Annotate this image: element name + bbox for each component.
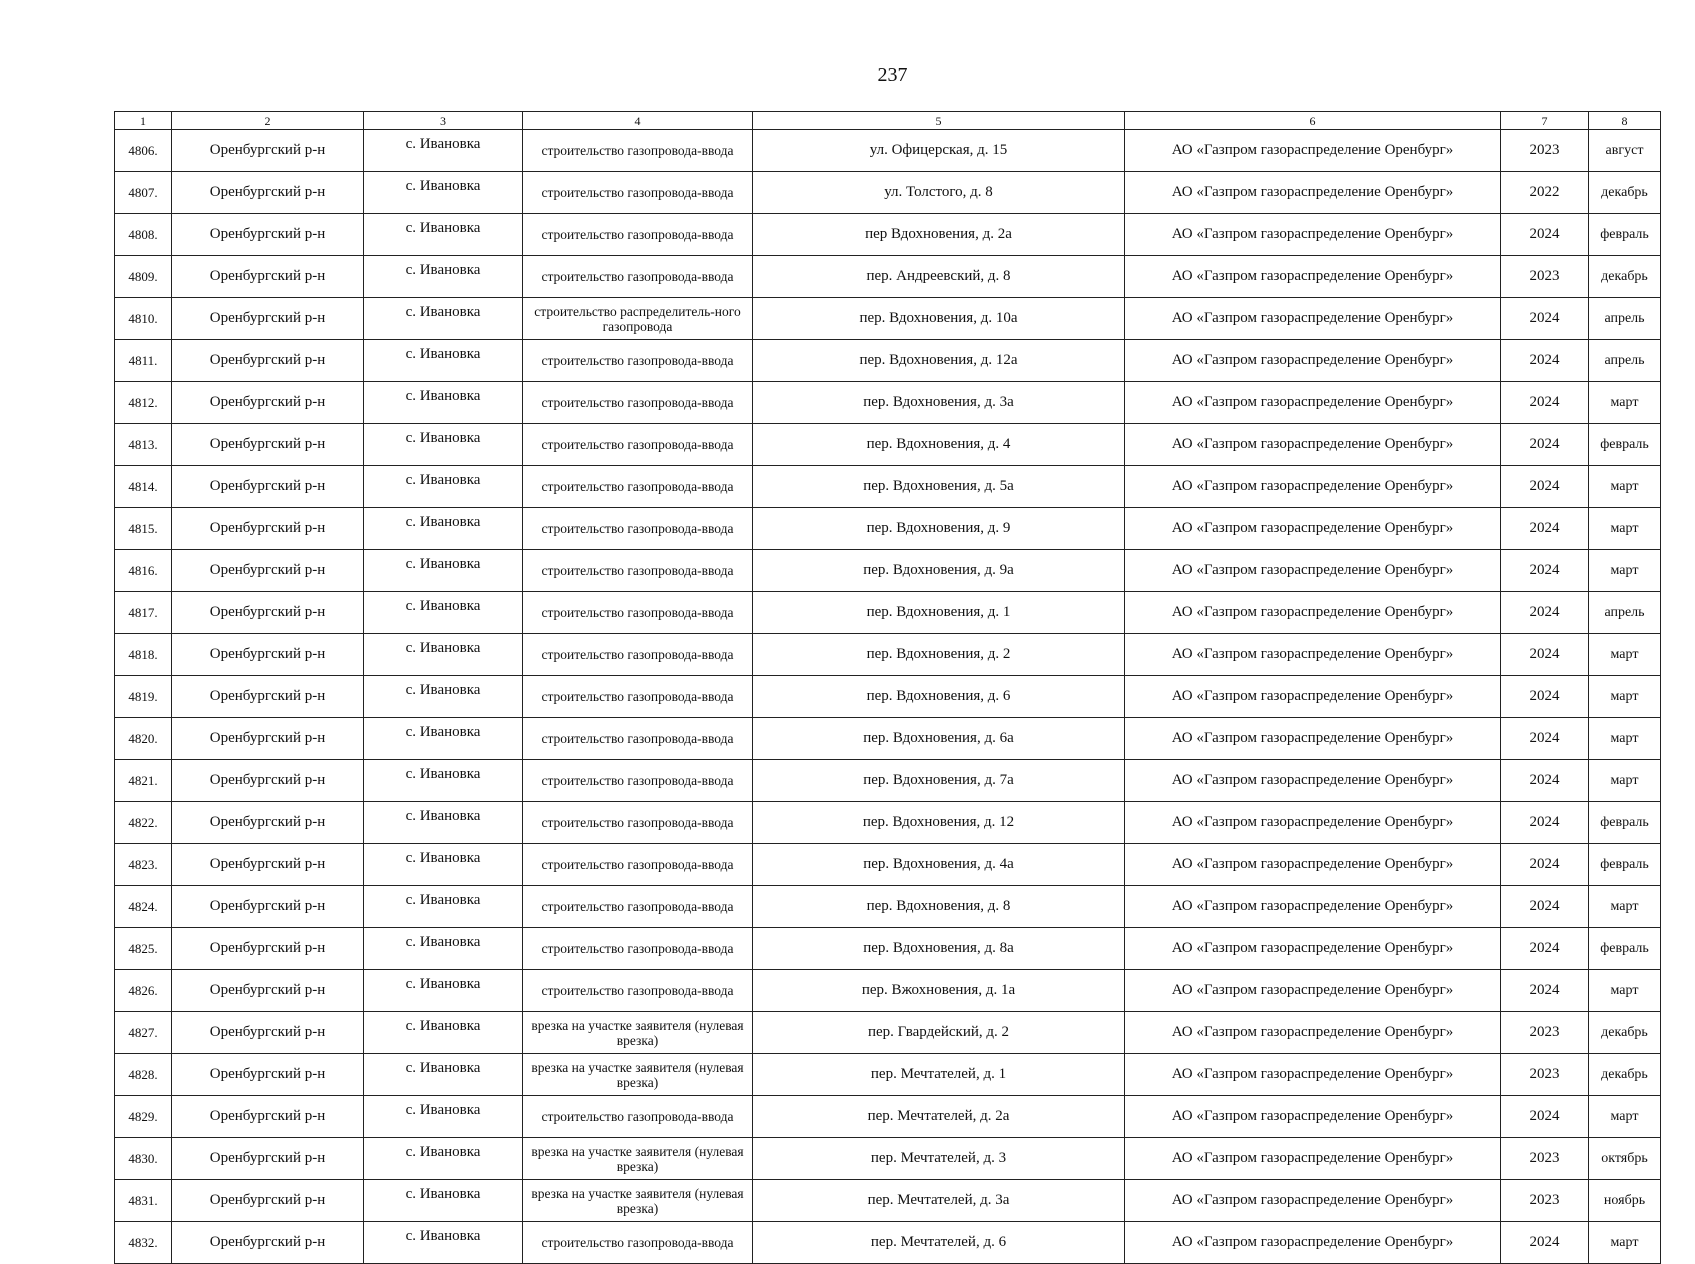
table-row [115, 1054, 1661, 1096]
company-cell: АО «Газпром газораспределение Оренбург» [1125, 550, 1501, 592]
locality-cell: с. Ивановка [364, 1138, 523, 1180]
company-cell: АО «Газпром газораспределение Оренбург» [1125, 1180, 1501, 1222]
district-cell: Оренбургский р-н [172, 214, 364, 256]
row-number: 4827. [115, 1012, 172, 1054]
month-cell: март [1589, 760, 1661, 802]
year-cell: 2024 [1501, 382, 1589, 424]
company-cell: АО «Газпром газораспределение Оренбург» [1125, 340, 1501, 382]
month-cell: ноябрь [1589, 1180, 1661, 1222]
district-cell: Оренбургский р-н [172, 634, 364, 676]
month-cell: декабрь [1589, 1012, 1661, 1054]
register-table [114, 111, 1661, 1264]
row-number: 4820. [115, 718, 172, 760]
month-cell: март [1589, 382, 1661, 424]
address-cell: пер. Вдохновения, д. 9 [753, 508, 1125, 550]
table-row [115, 424, 1661, 466]
table-row [115, 1138, 1661, 1180]
table-row [115, 130, 1661, 172]
locality-cell: с. Ивановка [364, 130, 523, 172]
company-cell: АО «Газпром газораспределение Оренбург» [1125, 718, 1501, 760]
row-number: 4826. [115, 970, 172, 1012]
month-cell: декабрь [1589, 172, 1661, 214]
address-cell: пер. Вдохновения, д. 6 [753, 676, 1125, 718]
address-cell: пер. Гвардейский, д. 2 [753, 1012, 1125, 1054]
district-cell: Оренбургский р-н [172, 886, 364, 928]
address-cell: пер. Андреевский, д. 8 [753, 256, 1125, 298]
table-row [115, 172, 1661, 214]
month-cell: апрель [1589, 298, 1661, 340]
work-type-cell: врезка на участке заявителя (нулевая врезка) [523, 1180, 753, 1222]
year-cell: 2023 [1501, 130, 1589, 172]
locality-cell: с. Ивановка [364, 508, 523, 550]
locality-cell: с. Ивановка [364, 1096, 523, 1138]
company-cell: АО «Газпром газораспределение Оренбург» [1125, 508, 1501, 550]
company-cell: АО «Газпром газораспределение Оренбург» [1125, 928, 1501, 970]
row-number: 4830. [115, 1138, 172, 1180]
address-cell: пер. Вдохновения, д. 12а [753, 340, 1125, 382]
locality-cell: с. Ивановка [364, 970, 523, 1012]
district-cell: Оренбургский р-н [172, 1222, 364, 1264]
locality-cell: с. Ивановка [364, 298, 523, 340]
company-cell: АО «Газпром газораспределение Оренбург» [1125, 802, 1501, 844]
address-cell: пер. Вдохновения, д. 9а [753, 550, 1125, 592]
district-cell: Оренбургский р-н [172, 550, 364, 592]
month-cell: апрель [1589, 592, 1661, 634]
month-cell: декабрь [1589, 1054, 1661, 1096]
district-cell: Оренбургский р-н [172, 1180, 364, 1222]
company-cell: АО «Газпром газораспределение Оренбург» [1125, 382, 1501, 424]
table-row [115, 634, 1661, 676]
locality-cell: с. Ивановка [364, 886, 523, 928]
district-cell: Оренбургский р-н [172, 970, 364, 1012]
row-number: 4817. [115, 592, 172, 634]
month-cell: март [1589, 508, 1661, 550]
district-cell: Оренбургский р-н [172, 592, 364, 634]
work-type-cell: врезка на участке заявителя (нулевая врезка) [523, 1054, 753, 1096]
district-cell: Оренбургский р-н [172, 256, 364, 298]
table-row [115, 1096, 1661, 1138]
row-number: 4809. [115, 256, 172, 298]
address-cell: пер. Вдохновения, д. 5а [753, 466, 1125, 508]
locality-cell: с. Ивановка [364, 676, 523, 718]
address-cell: пер. Вдохновения, д. 2 [753, 634, 1125, 676]
month-cell: февраль [1589, 214, 1661, 256]
address-cell: пер. Вдохновения, д. 10а [753, 298, 1125, 340]
table-row [115, 382, 1661, 424]
year-cell: 2024 [1501, 844, 1589, 886]
locality-cell: с. Ивановка [364, 718, 523, 760]
address-cell: пер. Вдохновения, д. 6а [753, 718, 1125, 760]
table-row [115, 1012, 1661, 1054]
address-cell: пер. Вдохновения, д. 8а [753, 928, 1125, 970]
company-cell: АО «Газпром газораспределение Оренбург» [1125, 886, 1501, 928]
work-type-cell: строительство газопровода-ввода [523, 592, 753, 634]
row-number: 4807. [115, 172, 172, 214]
year-cell: 2024 [1501, 802, 1589, 844]
month-cell: март [1589, 718, 1661, 760]
header-cell: 6 [1125, 112, 1501, 130]
year-cell: 2024 [1501, 466, 1589, 508]
address-cell: пер. Мечтателей, д. 2а [753, 1096, 1125, 1138]
table-row [115, 760, 1661, 802]
district-cell: Оренбургский р-н [172, 466, 364, 508]
header-cell: 4 [523, 112, 753, 130]
locality-cell: с. Ивановка [364, 928, 523, 970]
work-type-cell: строительство газопровода-ввода [523, 844, 753, 886]
row-number: 4816. [115, 550, 172, 592]
district-cell: Оренбургский р-н [172, 382, 364, 424]
month-cell: март [1589, 466, 1661, 508]
table-row [115, 928, 1661, 970]
row-number: 4829. [115, 1096, 172, 1138]
district-cell: Оренбургский р-н [172, 130, 364, 172]
company-cell: АО «Газпром газораспределение Оренбург» [1125, 844, 1501, 886]
table-row [115, 508, 1661, 550]
row-number: 4808. [115, 214, 172, 256]
table-row [115, 676, 1661, 718]
year-cell: 2024 [1501, 592, 1589, 634]
locality-cell: с. Ивановка [364, 382, 523, 424]
company-cell: АО «Газпром газораспределение Оренбург» [1125, 1138, 1501, 1180]
address-cell: пер. Вдохновения, д. 12 [753, 802, 1125, 844]
district-cell: Оренбургский р-н [172, 718, 364, 760]
work-type-cell: строительство газопровода-ввода [523, 718, 753, 760]
address-cell: пер. Вдохновения, д. 4 [753, 424, 1125, 466]
year-cell: 2023 [1501, 1138, 1589, 1180]
work-type-cell: строительство газопровода-ввода [523, 340, 753, 382]
row-number: 4810. [115, 298, 172, 340]
year-cell: 2024 [1501, 886, 1589, 928]
table-row [115, 970, 1661, 1012]
company-cell: АО «Газпром газораспределение Оренбург» [1125, 592, 1501, 634]
company-cell: АО «Газпром газораспределение Оренбург» [1125, 130, 1501, 172]
work-type-cell: врезка на участке заявителя (нулевая врезка) [523, 1138, 753, 1180]
district-cell: Оренбургский р-н [172, 1012, 364, 1054]
company-cell: АО «Газпром газораспределение Оренбург» [1125, 1222, 1501, 1264]
month-cell: февраль [1589, 844, 1661, 886]
locality-cell: с. Ивановка [364, 214, 523, 256]
page-number: 237 [877, 64, 908, 86]
locality-cell: с. Ивановка [364, 466, 523, 508]
company-cell: АО «Газпром газораспределение Оренбург» [1125, 1096, 1501, 1138]
company-cell: АО «Газпром газораспределение Оренбург» [1125, 760, 1501, 802]
row-number: 4832. [115, 1222, 172, 1264]
locality-cell: с. Ивановка [364, 760, 523, 802]
work-type-cell: строительство газопровода-ввода [523, 256, 753, 298]
company-cell: АО «Газпром газораспределение Оренбург» [1125, 466, 1501, 508]
year-cell: 2024 [1501, 1096, 1589, 1138]
locality-cell: с. Ивановка [364, 172, 523, 214]
table-row [115, 592, 1661, 634]
year-cell: 2024 [1501, 340, 1589, 382]
month-cell: февраль [1589, 802, 1661, 844]
district-cell: Оренбургский р-н [172, 802, 364, 844]
row-number: 4812. [115, 382, 172, 424]
year-cell: 2023 [1501, 1012, 1589, 1054]
table-row [115, 844, 1661, 886]
year-cell: 2024 [1501, 424, 1589, 466]
company-cell: АО «Газпром газораспределение Оренбург» [1125, 634, 1501, 676]
company-cell: АО «Газпром газораспределение Оренбург» [1125, 1012, 1501, 1054]
month-cell: август [1589, 130, 1661, 172]
district-cell: Оренбургский р-н [172, 172, 364, 214]
work-type-cell: строительство распределитель-ного газопровода [523, 298, 753, 340]
month-cell: март [1589, 886, 1661, 928]
district-cell: Оренбургский р-н [172, 508, 364, 550]
address-cell: пер. Мечтателей, д. 3 [753, 1138, 1125, 1180]
table-row [115, 718, 1661, 760]
table-row [115, 802, 1661, 844]
month-cell: декабрь [1589, 256, 1661, 298]
month-cell: февраль [1589, 424, 1661, 466]
year-cell: 2024 [1501, 298, 1589, 340]
year-cell: 2024 [1501, 214, 1589, 256]
work-type-cell: строительство газопровода-ввода [523, 760, 753, 802]
row-number: 4813. [115, 424, 172, 466]
year-cell: 2024 [1501, 550, 1589, 592]
month-cell: март [1589, 1096, 1661, 1138]
work-type-cell: врезка на участке заявителя (нулевая врезка) [523, 1012, 753, 1054]
year-cell: 2024 [1501, 928, 1589, 970]
work-type-cell: строительство газопровода-ввода [523, 172, 753, 214]
year-cell: 2024 [1501, 1222, 1589, 1264]
table-row [115, 256, 1661, 298]
work-type-cell: строительство газопровода-ввода [523, 466, 753, 508]
company-cell: АО «Газпром газораспределение Оренбург» [1125, 424, 1501, 466]
month-cell: октябрь [1589, 1138, 1661, 1180]
row-number: 4828. [115, 1054, 172, 1096]
header-cell: 8 [1589, 112, 1661, 130]
year-cell: 2022 [1501, 172, 1589, 214]
header-cell: 7 [1501, 112, 1589, 130]
table-row [115, 1222, 1661, 1264]
locality-cell: с. Ивановка [364, 256, 523, 298]
district-cell: Оренбургский р-н [172, 1096, 364, 1138]
work-type-cell: строительство газопровода-ввода [523, 508, 753, 550]
year-cell: 2023 [1501, 1054, 1589, 1096]
row-number: 4811. [115, 340, 172, 382]
locality-cell: с. Ивановка [364, 340, 523, 382]
work-type-cell: строительство газопровода-ввода [523, 424, 753, 466]
district-cell: Оренбургский р-н [172, 760, 364, 802]
row-number: 4814. [115, 466, 172, 508]
row-number: 4806. [115, 130, 172, 172]
locality-cell: с. Ивановка [364, 802, 523, 844]
row-number: 4818. [115, 634, 172, 676]
row-number: 4831. [115, 1180, 172, 1222]
work-type-cell: строительство газопровода-ввода [523, 802, 753, 844]
work-type-cell: строительство газопровода-ввода [523, 1096, 753, 1138]
address-cell: пер. Вдохновения, д. 3а [753, 382, 1125, 424]
table-row [115, 886, 1661, 928]
row-number: 4821. [115, 760, 172, 802]
address-cell: пер. Вжохновения, д. 1а [753, 970, 1125, 1012]
work-type-cell: строительство газопровода-ввода [523, 550, 753, 592]
table-row [115, 340, 1661, 382]
company-cell: АО «Газпром газораспределение Оренбург» [1125, 1054, 1501, 1096]
header-cell: 5 [753, 112, 1125, 130]
locality-cell: с. Ивановка [364, 634, 523, 676]
work-type-cell: строительство газопровода-ввода [523, 382, 753, 424]
year-cell: 2023 [1501, 1180, 1589, 1222]
header-cell: 1 [115, 112, 172, 130]
year-cell: 2024 [1501, 508, 1589, 550]
row-number: 4815. [115, 508, 172, 550]
row-number: 4819. [115, 676, 172, 718]
locality-cell: с. Ивановка [364, 550, 523, 592]
address-cell: пер. Мечтателей, д. 6 [753, 1222, 1125, 1264]
year-cell: 2023 [1501, 256, 1589, 298]
work-type-cell: строительство газопровода-ввода [523, 214, 753, 256]
company-cell: АО «Газпром газораспределение Оренбург» [1125, 970, 1501, 1012]
company-cell: АО «Газпром газораспределение Оренбург» [1125, 298, 1501, 340]
month-cell: февраль [1589, 928, 1661, 970]
locality-cell: с. Ивановка [364, 844, 523, 886]
district-cell: Оренбургский р-н [172, 298, 364, 340]
locality-cell: с. Ивановка [364, 1222, 523, 1264]
address-cell: пер. Вдохновения, д. 8 [753, 886, 1125, 928]
locality-cell: с. Ивановка [364, 424, 523, 466]
address-cell: пер Вдохновения, д. 2а [753, 214, 1125, 256]
year-cell: 2024 [1501, 634, 1589, 676]
address-cell: пер. Вдохновения, д. 4а [753, 844, 1125, 886]
table-row [115, 466, 1661, 508]
company-cell: АО «Газпром газораспределение Оренбург» [1125, 214, 1501, 256]
work-type-cell: строительство газопровода-ввода [523, 1222, 753, 1264]
address-cell: пер. Вдохновения, д. 7а [753, 760, 1125, 802]
month-cell: март [1589, 1222, 1661, 1264]
month-cell: март [1589, 634, 1661, 676]
district-cell: Оренбургский р-н [172, 424, 364, 466]
district-cell: Оренбургский р-н [172, 1138, 364, 1180]
year-cell: 2024 [1501, 718, 1589, 760]
locality-cell: с. Ивановка [364, 592, 523, 634]
month-cell: март [1589, 676, 1661, 718]
locality-cell: с. Ивановка [364, 1054, 523, 1096]
year-cell: 2024 [1501, 970, 1589, 1012]
work-type-cell: строительство газопровода-ввода [523, 928, 753, 970]
header-cell: 2 [172, 112, 364, 130]
address-cell: пер. Вдохновения, д. 1 [753, 592, 1125, 634]
column-number-header [115, 112, 1661, 130]
row-number: 4824. [115, 886, 172, 928]
work-type-cell: строительство газопровода-ввода [523, 130, 753, 172]
month-cell: апрель [1589, 340, 1661, 382]
year-cell: 2024 [1501, 760, 1589, 802]
company-cell: АО «Газпром газораспределение Оренбург» [1125, 256, 1501, 298]
locality-cell: с. Ивановка [364, 1012, 523, 1054]
row-number: 4825. [115, 928, 172, 970]
year-cell: 2024 [1501, 676, 1589, 718]
district-cell: Оренбургский р-н [172, 844, 364, 886]
work-type-cell: строительство газопровода-ввода [523, 676, 753, 718]
table-row [115, 214, 1661, 256]
month-cell: март [1589, 550, 1661, 592]
work-type-cell: строительство газопровода-ввода [523, 634, 753, 676]
table-row [115, 298, 1661, 340]
district-cell: Оренбургский р-н [172, 1054, 364, 1096]
row-number: 4823. [115, 844, 172, 886]
company-cell: АО «Газпром газораспределение Оренбург» [1125, 172, 1501, 214]
table-row [115, 1180, 1661, 1222]
work-type-cell: строительство газопровода-ввода [523, 970, 753, 1012]
district-cell: Оренбургский р-н [172, 340, 364, 382]
address-cell: ул. Толстого, д. 8 [753, 172, 1125, 214]
work-type-cell: строительство газопровода-ввода [523, 886, 753, 928]
address-cell: пер. Мечтателей, д. 1 [753, 1054, 1125, 1096]
district-cell: Оренбургский р-н [172, 676, 364, 718]
header-cell: 3 [364, 112, 523, 130]
district-cell: Оренбургский р-н [172, 928, 364, 970]
row-number: 4822. [115, 802, 172, 844]
month-cell: март [1589, 970, 1661, 1012]
table-row [115, 550, 1661, 592]
company-cell: АО «Газпром газораспределение Оренбург» [1125, 676, 1501, 718]
address-cell: пер. Мечтателей, д. 3а [753, 1180, 1125, 1222]
locality-cell: с. Ивановка [364, 1180, 523, 1222]
address-cell: ул. Офицерская, д. 15 [753, 130, 1125, 172]
